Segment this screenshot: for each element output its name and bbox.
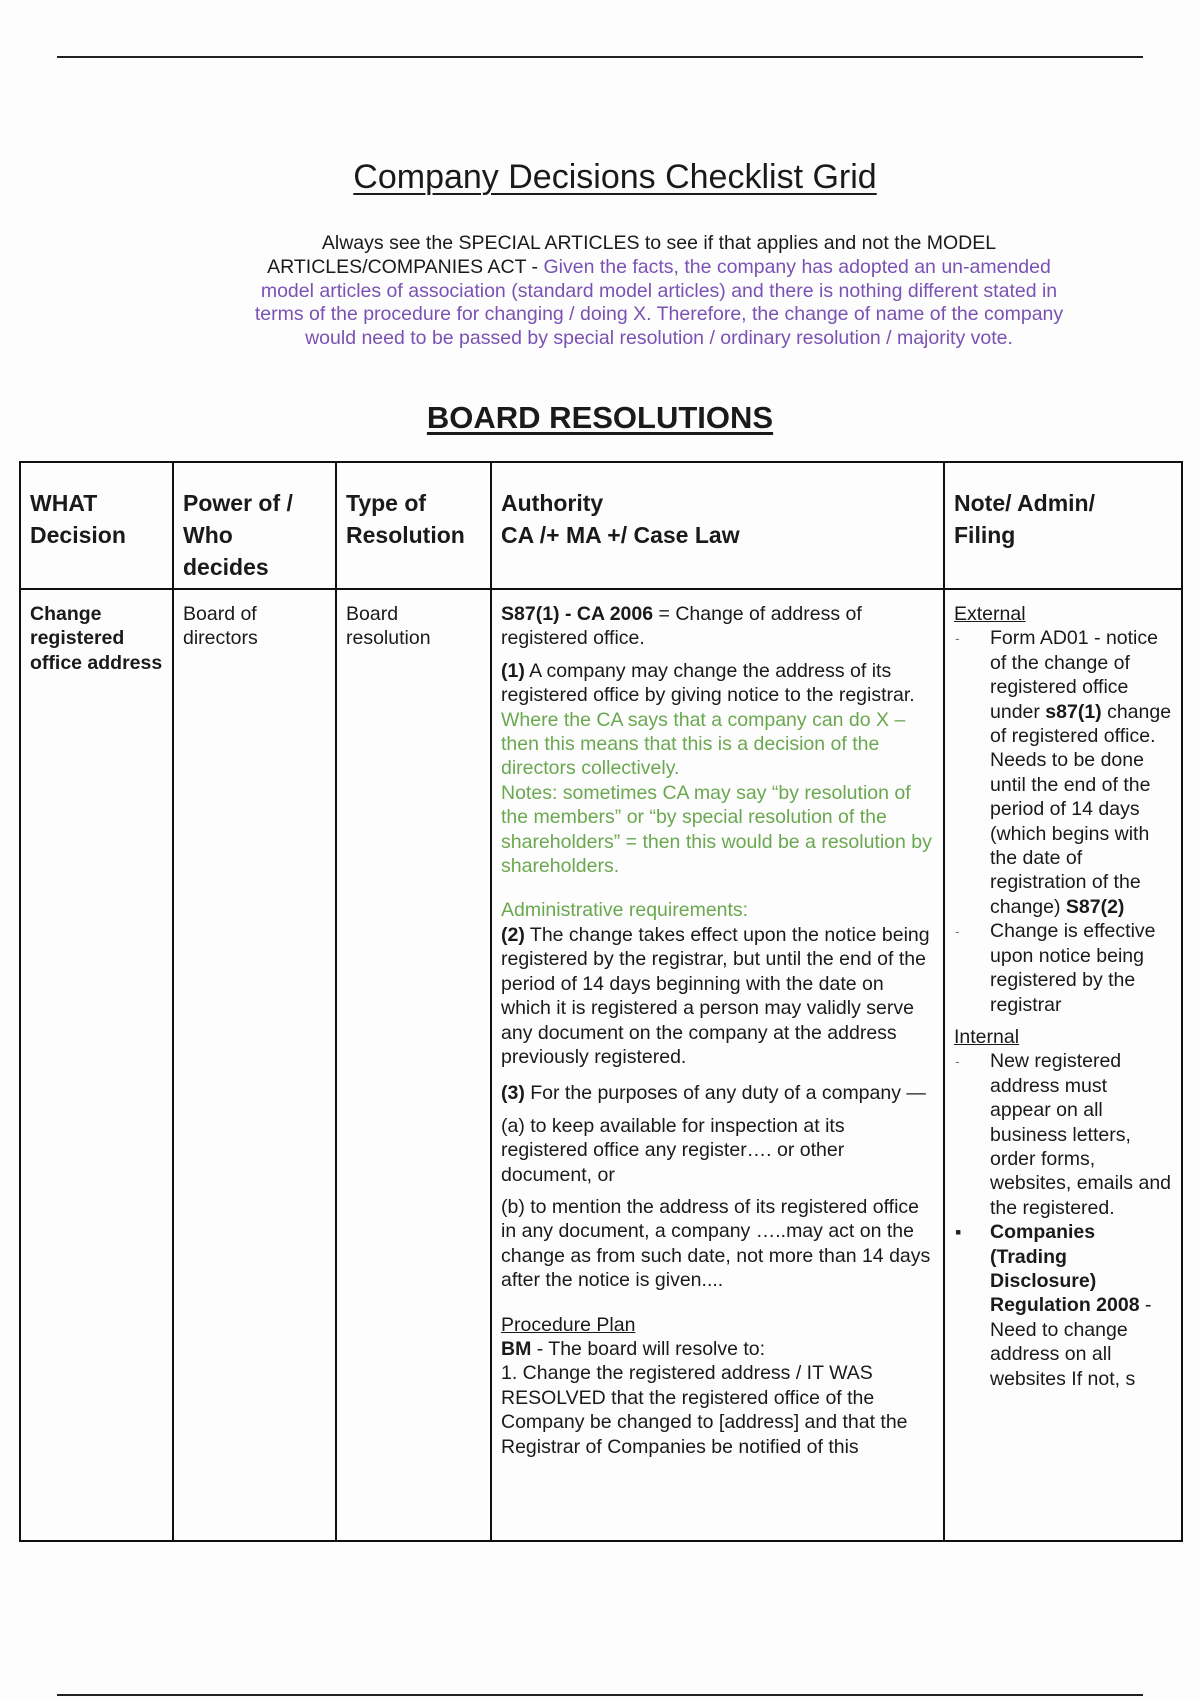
bottom-rule: [57, 1694, 1143, 1696]
list-item: [954, 919, 1173, 1017]
header-what-line: Decision: [30, 522, 126, 548]
header-type-line: Resolution: [346, 522, 465, 548]
internal-list: [954, 1049, 1173, 1391]
s87-text: = Change of address of registered office.: [501, 603, 862, 650]
intro-purple-text: Given the facts, the company has adopted an un-amended model articles of association (standard model articles) and there is nothing different stated in terms of the procedure for changing / doing X. Therefore, the change of name of the company would need to be passed by special resolution / ordinary resolution / majority vote.: [254, 255, 1064, 350]
para-3-text: For the purposes of any duty of a company —: [524, 1082, 926, 1105]
authority-content: [501, 602, 935, 1540]
header-row: [20, 462, 1182, 589]
header-authority-line: CA /+ MA +/ Case Law: [501, 522, 740, 548]
list-item: [954, 626, 1173, 919]
int2-bold: Companies (Trading Disclosure) Regulation 2008: [990, 1221, 1140, 1317]
para-3: [501, 1081, 935, 1105]
para-1-text: A company may change the address of its registered office by giving notice to the registrar.: [501, 659, 915, 707]
intro-black-text: Always see the SPECIAL ARTICLES to see if that applies and not the MODEL ARTICLES/COMPANIES ACT -: [267, 232, 997, 278]
para-1: [501, 659, 935, 781]
procedure-plan-heading: Procedure Plan: [501, 1313, 636, 1336]
bm-label: BM: [501, 1337, 532, 1360]
para-2: [501, 923, 935, 1069]
para-1-green-note: Where the CA says that a company can do X – then this means that this is a decision of the directors collectively.: [501, 708, 906, 780]
dash-bullet-icon: -: [955, 923, 960, 940]
dash-bullet-icon: -: [955, 630, 960, 647]
para-3b: (b) to mention the address of its registered office in any document, a company …..may act on the change as from such date, not more than 14 days after the notice is given....: [501, 1195, 931, 1292]
plan-step-1: 1. Change the registered address / IT WAS RESOLVED that the registered office of the Company be changed to [address] and that the Registrar of Companies be notified of this: [501, 1362, 908, 1458]
external-heading: External: [954, 603, 1026, 625]
ext1-bold2: S87(2): [1065, 895, 1125, 918]
header-power-line: Who: [183, 522, 233, 548]
int1-text: New registered address must appear on all business letters, order forms, websites, emails and the registered.: [990, 1050, 1172, 1219]
header-power: [173, 462, 336, 589]
para-1-num: (1): [501, 659, 525, 682]
note-content: [954, 602, 1173, 1540]
cell-what: [20, 589, 173, 1541]
table-row: [20, 589, 1182, 1541]
list-item: [954, 1220, 1173, 1391]
header-note: [944, 462, 1182, 589]
para-2-num: (2): [501, 923, 525, 946]
document-title: Company Decisions Checklist Grid: [353, 158, 877, 196]
header-authority: [491, 462, 944, 589]
para-2-text: The change takes effect upon the notice being registered by the registrar, but until the end of the period of 14 days beginning with the date on which it is registered a person may validly serve any document on the company at the address previously registered.: [501, 923, 930, 1068]
header-what: [20, 462, 173, 589]
admin-requirements-label: Administrative requirements:: [501, 899, 749, 922]
header-type-line: Type of: [346, 490, 427, 516]
header-note-line: Filing: [954, 522, 1016, 548]
header-authority-line: Authority: [501, 490, 604, 516]
s87-ref: S87(1) - CA 2006: [501, 603, 654, 625]
power-text: Board of directors: [183, 603, 258, 650]
ext1-bold: s87(1): [1045, 700, 1102, 723]
external-list: [954, 626, 1173, 1017]
header-power-line: decides: [183, 554, 269, 580]
bm-text: - The board will resolve to:: [531, 1337, 766, 1360]
cell-note: [944, 589, 1182, 1541]
cell-power: [173, 589, 336, 1541]
square-bullet-icon: ▪: [955, 1222, 962, 1243]
cell-authority: [491, 589, 944, 1541]
para-3a: (a) to keep available for inspection at its registered office any register…. or other document, or: [501, 1114, 845, 1186]
header-what-line: WHAT: [30, 490, 98, 516]
ext1-text: Form AD01 - notice of the change of registered office under: [990, 627, 1158, 723]
bm-line: [501, 1337, 935, 1361]
internal-heading: Internal: [954, 1025, 1020, 1048]
ext1-mid: change of registered office. Needs to be done until the end of the period of 14 days (which begins with the date of registration of the change): [990, 700, 1172, 918]
s87-paragraph: [501, 602, 935, 651]
dash-bullet-icon: -: [955, 1053, 960, 1070]
header-power-line: Power of /: [183, 490, 293, 516]
list-item: [954, 1049, 1173, 1220]
para-3-num: (3): [501, 1082, 525, 1105]
notes-green: Notes: sometimes CA may say “by resolution of the members” or “by special resolution of the shareholders” = then this would be a resolution by shareholders.: [501, 781, 932, 878]
top-rule: [57, 56, 1143, 58]
ext2-text: Change is effective upon notice being registered by the registrar: [990, 920, 1156, 1016]
int2-text: - Need to change address on all websites If not, s: [990, 1294, 1152, 1390]
decision-text: Change registered office address: [30, 603, 163, 674]
decisions-table: [19, 461, 1183, 1542]
header-type: [336, 462, 491, 589]
intro-paragraph: [252, 232, 1066, 351]
cell-type: [336, 589, 491, 1541]
resolution-type-text: Board resolution: [346, 603, 431, 650]
header-note-line: Note/ Admin/: [954, 490, 1095, 516]
section-heading: BOARD RESOLUTIONS: [426, 400, 774, 435]
